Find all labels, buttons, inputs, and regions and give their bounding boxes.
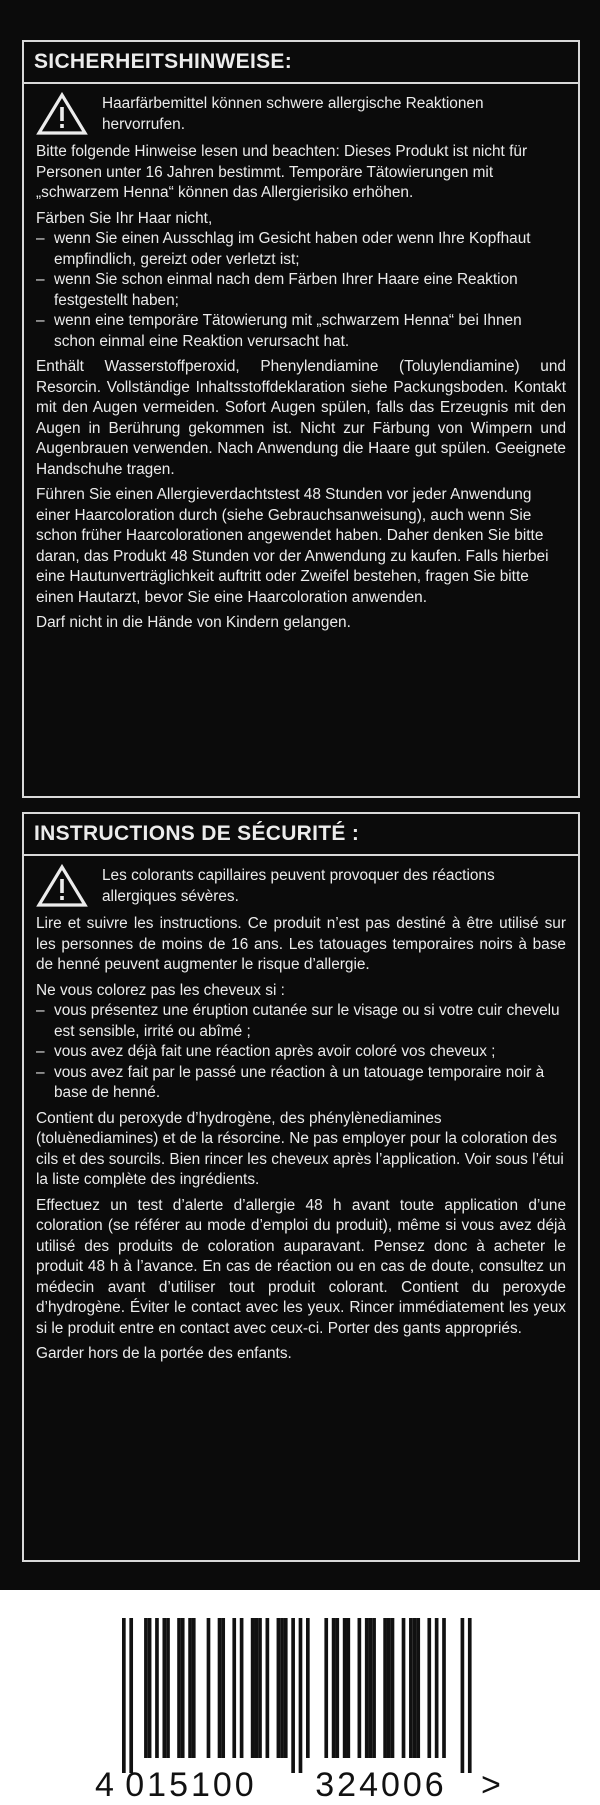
barcode-bar	[232, 1618, 236, 1758]
barcode-bar	[416, 1618, 420, 1758]
barcode-bar	[155, 1618, 159, 1758]
barcode-bar	[306, 1618, 310, 1758]
allergy-test-paragraph: Führen Sie einen Allergieverdachtstest 48 Stunden vor jeder Anwendung einer Haarcoloration durch (siehe Gebrauchsanweisung), auch wenn Sie schon früher Haarcolorationen angewendet haben. Daher denken Sie bitte daran, das Produkt 48 Stunden vor der Anwendung zu kaufen. Falls hierbei eine Hautunverträglichkeit auftritt oder Zweifel bestehen, fragen Sie bitte einen Hautarzt, bevor Sie eine Haarcoloration anwenden.	[36, 486, 549, 606]
barcode-right-digits: 324006	[315, 1766, 447, 1804]
barcode-bar	[442, 1618, 446, 1758]
barcode-bar	[402, 1618, 406, 1758]
allergy-warning-german	[36, 92, 566, 136]
barcode-bar	[291, 1618, 295, 1773]
safety-box-french	[22, 812, 580, 1562]
intro-paragraph: Lire et suivre les instructions. Ce produit n’est pas destiné à être utilisé sur les personnes de moins de 16 ans. Les tatouages temporaires noirs à base de henné peuvent augmenter le risque d’allergie.	[36, 915, 566, 973]
barcode-bar	[240, 1618, 244, 1758]
intro-paragraph: Bitte folgende Hinweise lesen und beachten: Dieses Produkt ist nicht für Personen unter 16 Jahren bestimmt. Temporäre Tätowierungen mit „schwarzem Henna“ können das Allergierisiko erhöhen.	[36, 143, 528, 201]
list-item: – wenn Sie schon einmal nach dem Färben Ihrer Haare eine Reaktion festgestellt haben;	[36, 270, 566, 311]
list-item: – vous avez déjà fait une réaction après avoir coloré vos cheveux ;	[36, 1042, 566, 1063]
barcode-end-mark: >	[481, 1766, 501, 1804]
barcode-bar	[343, 1618, 347, 1758]
barcode-bar	[280, 1618, 284, 1758]
barcode-bar	[177, 1618, 181, 1758]
barcode-bar	[299, 1618, 303, 1773]
allergy-warning-text: Haarfärbemittel können schwere allergische Reaktionen hervorrufen.	[102, 95, 484, 133]
children-warning: Darf nicht in die Hände von Kindern gelangen.	[36, 614, 351, 631]
barcode-bar	[468, 1618, 472, 1773]
barcode-bar	[129, 1618, 133, 1773]
barcode-area	[0, 1590, 600, 1805]
barcode-bar	[372, 1618, 376, 1758]
barcode-bar	[427, 1618, 431, 1758]
list-item: – vous présentez une éruption cutanée sur le visage ou si votre cuir chevelu est sensible, irrité ou abîmé ;	[36, 1001, 566, 1042]
barcode-bar	[218, 1618, 222, 1758]
barcode-first-digit: 4	[95, 1766, 114, 1804]
barcode-bar	[324, 1618, 328, 1758]
allergy-test-paragraph: Effectuez un test d’alerte d’allergie 48 h avant toute application d’une coloration (se référer au mode d’emploi du produit), même si vous avez déjà utilisé des produits de coloration auparavant. Pensez donc à acheter le produit 48 h à l’avance. En cas de réaction ou en cas de doute, consultez un médecin avant d’utiliser tout produit colorant. Contient du peroxyde d’hydrogène. Éviter le contact avec les yeux. Rincer immédiatement les yeux si le produit entre en contact avec ceux-ci. Porter des gants appropriés.	[36, 1196, 566, 1337]
barcode-bar	[207, 1618, 211, 1758]
barcode-bar	[332, 1618, 336, 1758]
allergy-warning-text: Les colorants capillaires peuvent provoquer des réactions allergiques sévères.	[102, 867, 495, 905]
barcode-bar	[144, 1618, 148, 1758]
barcode-bar	[277, 1618, 281, 1758]
safety-content-french	[24, 856, 578, 1365]
barcode-bar	[166, 1618, 170, 1758]
ingredients-paragraph: Enthält Wasserstoffperoxid, Phenylendiamine (Toluylendiamine) und Resorcin. Vollständige Inhaltsstoffdeklaration siehe Packungsboden. Kontakt mit den Augen vermeiden. Sofort Augen spülen, falls das Erzeugnis mit den Augen in Berührung gekommen ist. Nicht zur Färbung von Wimpern und Augenbrauen verwenden. Nach Anwendung die Haare gut spülen. Geeignete Handschuhe tragen.	[36, 358, 566, 478]
barcode	[0, 1590, 600, 1805]
barcode-bar	[284, 1618, 288, 1758]
children-warning: Garder hors de la portée des enfants.	[36, 1345, 292, 1362]
barcode-bar	[122, 1618, 126, 1773]
warning-triangle-icon	[36, 92, 88, 136]
ingredients-paragraph: Contient du peroxyde d’hydrogène, des phénylènediamines (toluènediamines) et de la résorcine. Ne pas employer pour la coloration des cils et des sourcils. Bien rincer les cheveux après l’application. Voir sous l’étui la liste complète des ingrédients.	[36, 1109, 564, 1188]
barcode-bar	[258, 1618, 262, 1758]
list-item: – vous avez fait par le passé une réaction à un tatouage temporaire noir à base de henné.	[36, 1063, 566, 1104]
barcode-bar	[335, 1618, 339, 1758]
barcode-bar	[346, 1618, 350, 1758]
contraindication-list	[36, 1001, 566, 1104]
barcode-bar	[221, 1618, 225, 1758]
contraindication-list	[36, 229, 566, 352]
allergy-warning-french	[36, 864, 566, 908]
do-not-dye-intro: Ne vous colorez pas les cheveux si :	[36, 981, 285, 999]
barcode-bar	[192, 1618, 196, 1758]
barcode-bar	[409, 1618, 413, 1758]
list-item: – wenn Sie einen Ausschlag im Gesicht haben oder wenn Ihre Kopfhaut empfindlich, gereizt oder verletzt ist;	[36, 229, 566, 270]
warning-triangle-icon	[36, 864, 88, 908]
barcode-bar	[148, 1618, 152, 1758]
list-item: – wenn eine temporäre Tätowierung mit „schwarzem Henna“ bei Ihnen schon einmal eine Reaktion verursacht hat.	[36, 311, 566, 352]
barcode-bar	[181, 1618, 185, 1758]
barcode-bar	[365, 1618, 369, 1758]
barcode-bar	[413, 1618, 417, 1758]
safety-content-german	[24, 84, 578, 634]
barcode-bar	[461, 1618, 465, 1773]
barcode-bar	[251, 1618, 255, 1758]
barcode-bar	[358, 1618, 362, 1758]
barcode-bar	[383, 1618, 387, 1758]
safety-box-german	[22, 40, 580, 798]
barcode-bar	[391, 1618, 395, 1758]
safety-title-french: INSTRUCTIONS DE SÉCURITÉ :	[24, 814, 578, 856]
barcode-bar	[188, 1618, 192, 1758]
barcode-bar	[369, 1618, 373, 1758]
barcode-bar	[266, 1618, 270, 1758]
barcode-bars	[122, 1618, 472, 1773]
barcode-left-digits: 015100	[125, 1766, 257, 1804]
barcode-bar	[254, 1618, 258, 1758]
do-not-dye-intro: Färben Sie Ihr Haar nicht,	[36, 209, 213, 227]
barcode-bar	[387, 1618, 391, 1758]
barcode-bar	[162, 1618, 166, 1758]
safety-title-german: SICHERHEITSHINWEISE:	[24, 42, 578, 84]
barcode-bar	[435, 1618, 439, 1758]
